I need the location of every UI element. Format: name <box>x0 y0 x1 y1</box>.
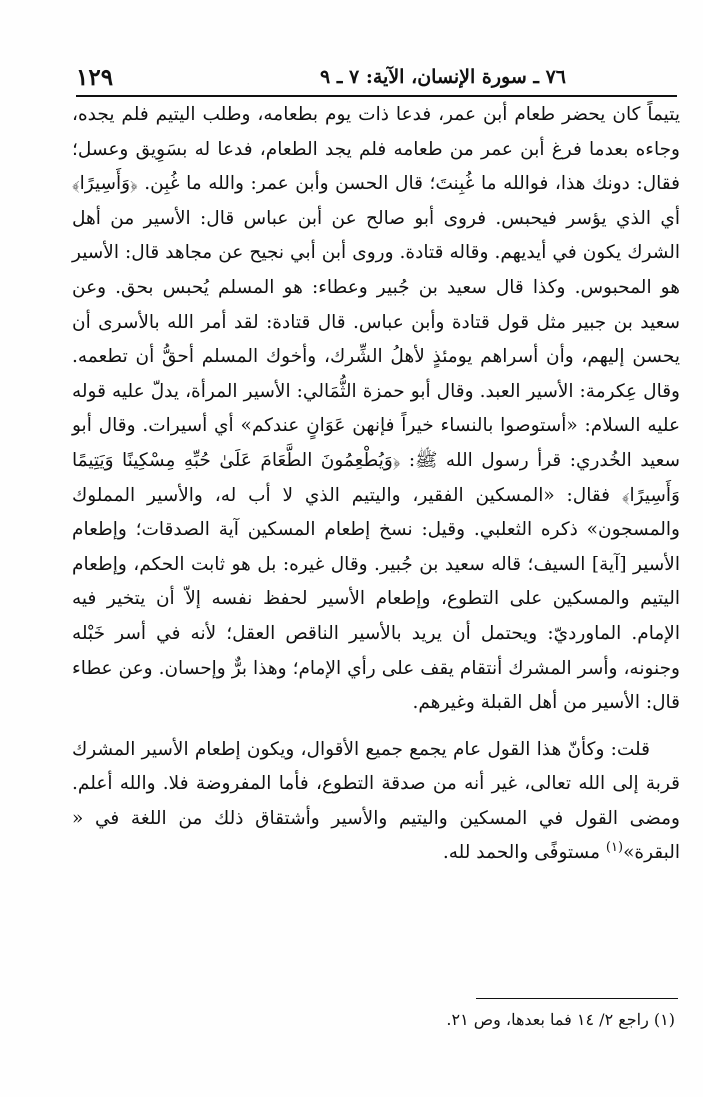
running-header <box>76 62 676 94</box>
paragraph-text: قلت: وكأنّ هذا القول عام يجمع جميع الأقوال، ويكون إطعام الأسير المشرك قربة إلى الله تعالى، غير أنه من صدقة التطوع، فأما المفروضة فلا. والله أعلم. ومضى القول في المسكين واليتيم والأسير وأشتقاق ذلك من اللغة في « البقرة» <box>72 738 680 864</box>
page-number: ١٢٩ <box>76 64 114 91</box>
paragraph-text: مستوفًى والحمد لله. <box>442 842 606 864</box>
footnote-divider <box>476 998 678 999</box>
paragraph <box>72 733 680 871</box>
header-divider <box>76 95 677 97</box>
footnote-reference[interactable]: (١) <box>605 840 624 856</box>
footnote: (١) راجع ٢/ ١٤ فما بعدها، وص ٢١. <box>446 1010 675 1029</box>
paragraph: يتيماً كان يحضر طعام أبن عمر، فدعا ذات يوم بطعامه، وطلب اليتيم فلم يجده، وجاءه بعدما فرغ أبن عمر من طعامه فلم يجد الطعام، فدعا له بسَوِيق وعسل؛ فقال: دونك هذا، فوالله ما غُبِنتَ؛ قال الحسن وأبن عمر: والله ما غُبِن. ﴿وَأَسِيرًا﴾ أي الذي يؤسر فيحبس. فروى أبو صالح عن أبن عباس قال: الأسير من أهل الشرك يكون في أيديهم. وقاله قتادة. وروى أبن أبي نجيح عن مجاهد قال: الأسير هو المحبوس. وكذا قال سعيد بن جُبير وعطاء: هو المسلم يُحبس بحق. وعن سعيد بن جبير مثل قول قتادة وأبن عباس. قال قتادة: لقد أمر الله بالأسرى أن يحسن إليهم، وأن أسراهم يومئذٍ لأهلُ الشِّرك، وأخوك المسلم أحقُّ أن تطعمه. وقال عِكرمة: الأسير العبد. وقال أبو حمزة الثُّمَالي: الأسير المرأة، يدلّ عليه قوله عليه السلام: «أستوصوا بالنساء خيراً فإنهن عَوَانٍ عندكم» أي أسيرات. وقال أبو سعيد الخُدري: قرأ رسول الله ﷺ: ﴿وَيُطْعِمُونَ الطَّعَامَ عَلَىٰ حُبِّهِ مِسْكِينًا وَيَتِيمًا وَأَسِيرًا﴾ فقال: «المسكين الفقير، واليتيم الذي لا أب له، والأسير المملوك والمسجون» ذكره الثعلبي. وقيل: نسخ إطعام المسكين آية الصدقات؛ وإطعام الأسير [آية] السيف؛ قاله سعيد بن جُبير. وقال غيره: بل هو ثابت الحكم، وإطعام اليتيم والمسكين على التطوع، وإطعام الأسير لحفظ نفسه إلاّ أن يتخير فيه الإمام. الماورديّ: ويحتمل أن يريد بالأسير الناقص العقل؛ لأنه في أسر خَبْله وجنونه، وأسر المشرك أنتقام يقف على رأي الإمام؛ وهذا برٌّ وإحسان. وعن عطاء قال: الأسير من أهل القبلة وغيرهم. <box>72 104 680 714</box>
running-title: ٧٦ ـ سورة الإنسان، الآية: ٧ ـ ٩ <box>320 66 566 88</box>
main-text <box>72 98 680 871</box>
